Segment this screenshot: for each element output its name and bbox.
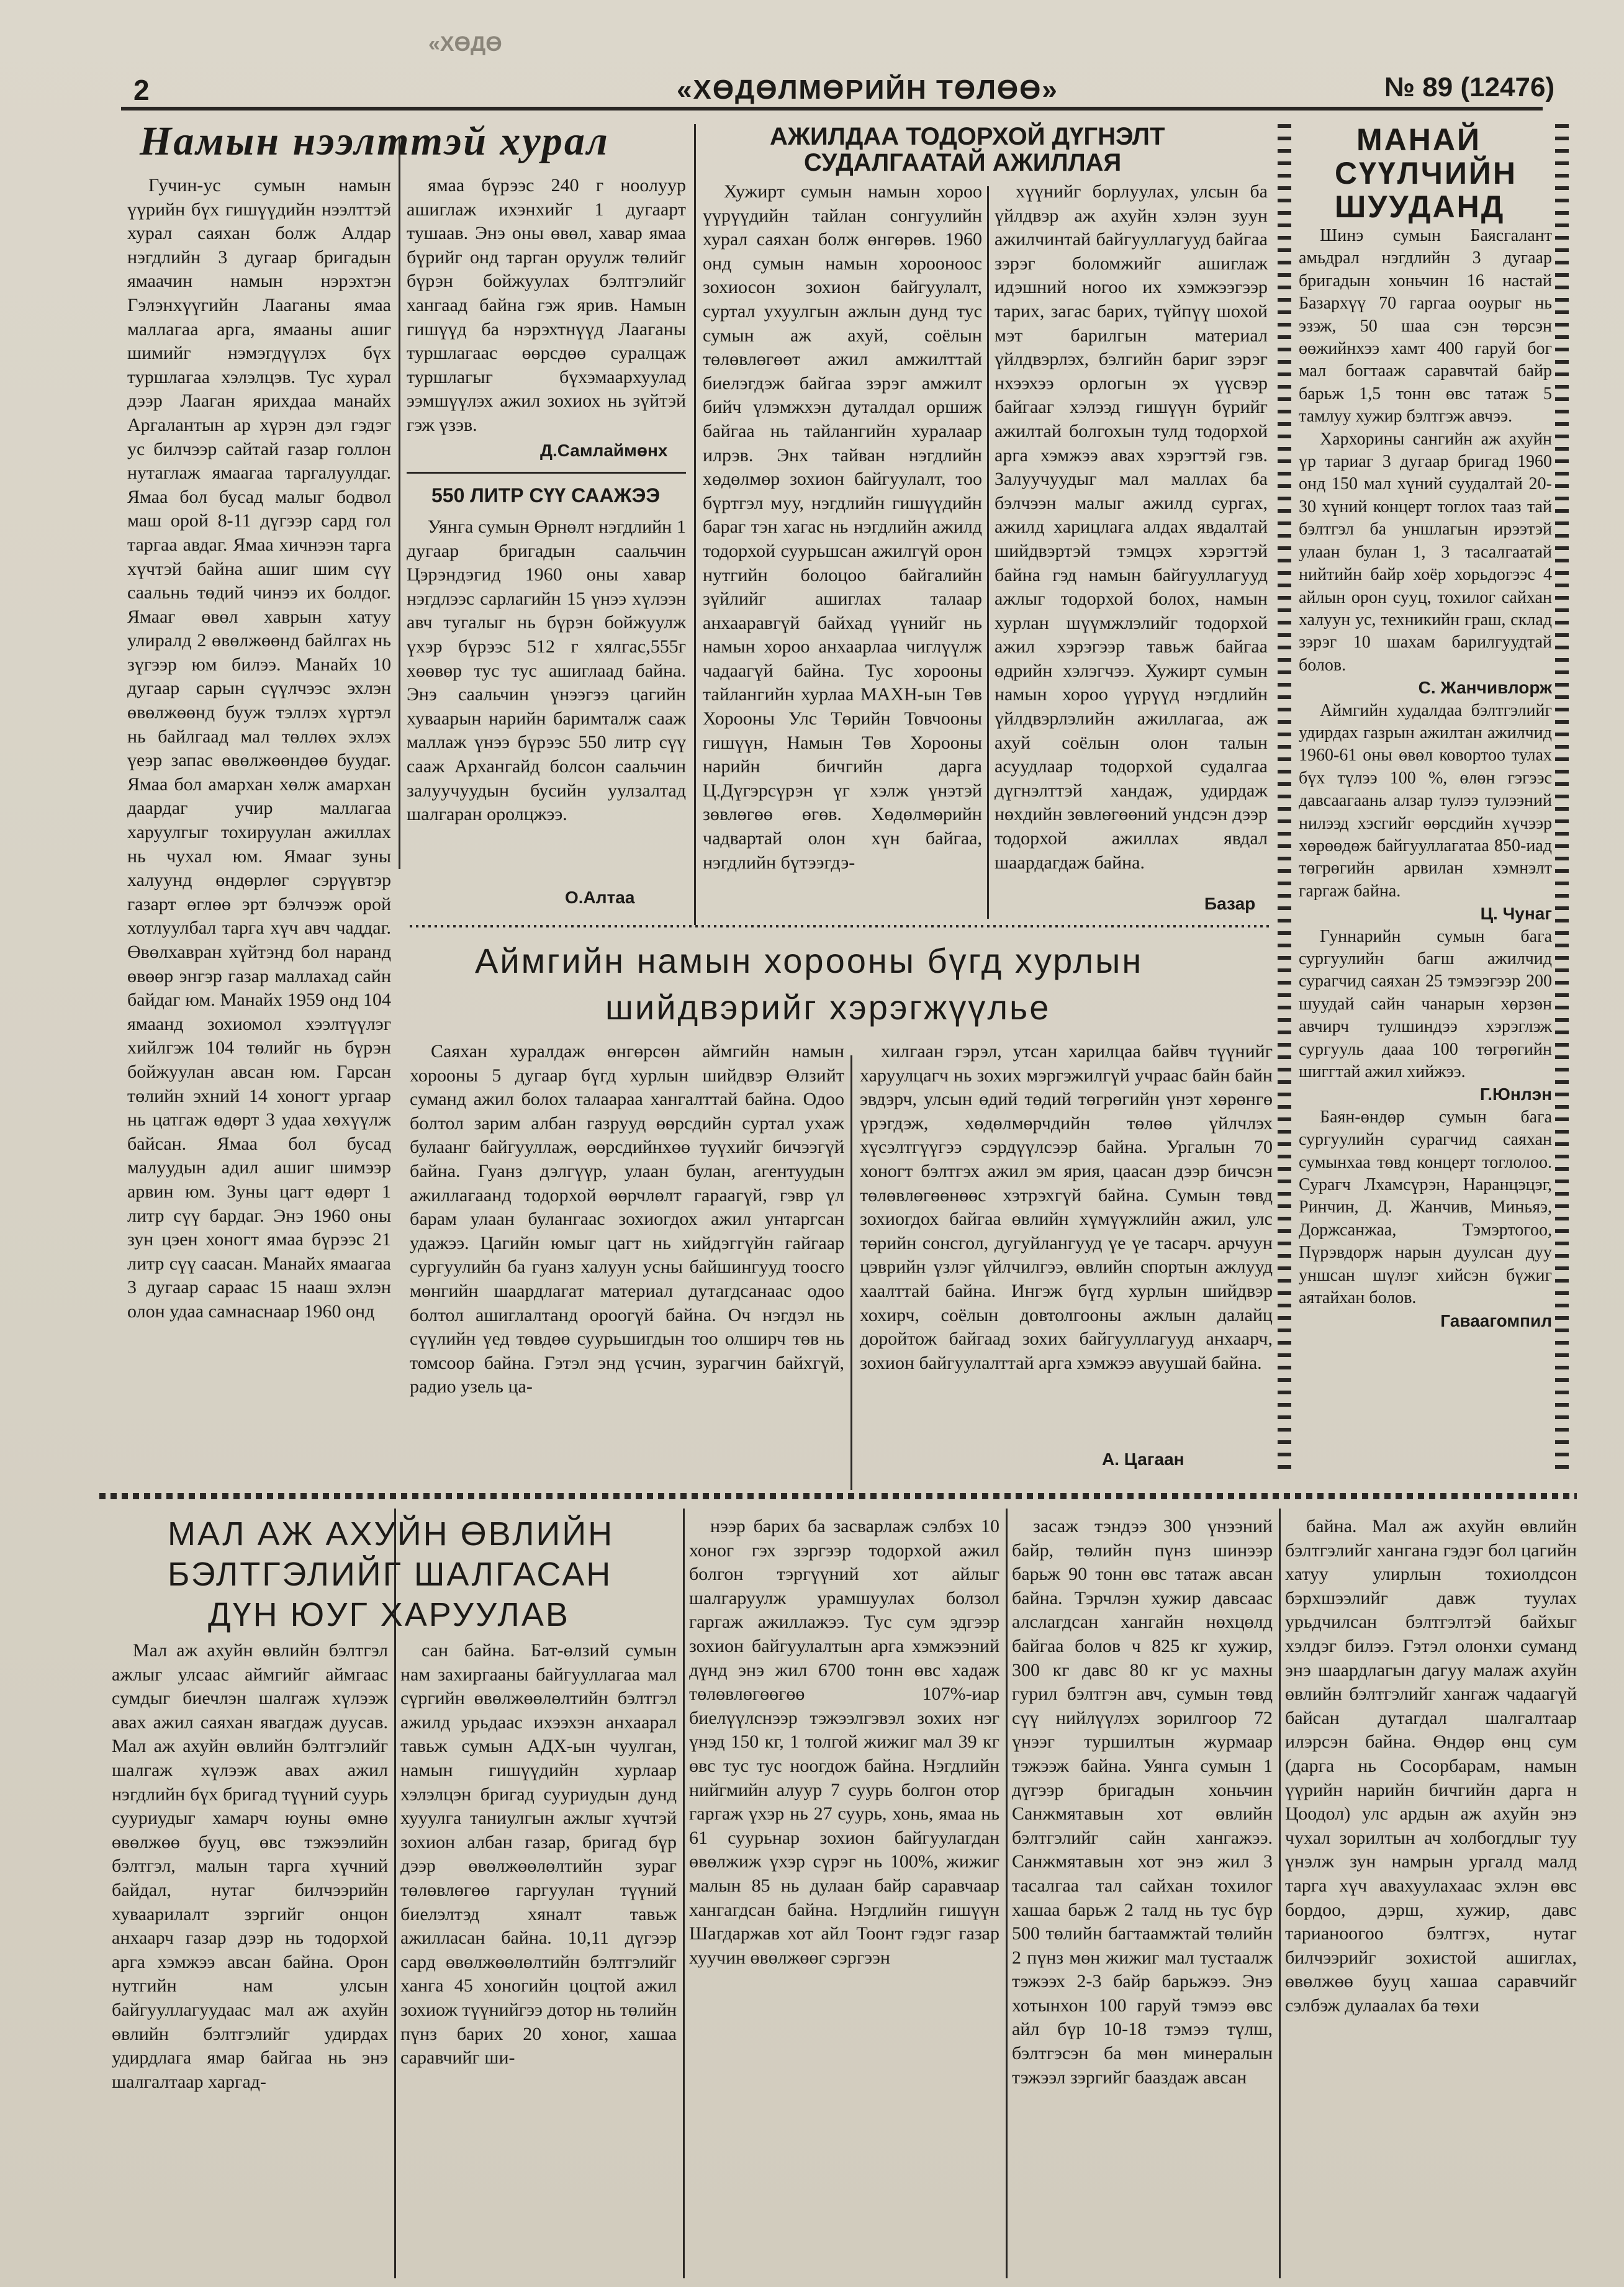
box-border-right [1555,124,1569,1477]
article-4-title-2: СҮҮЛЧИЙН [1335,156,1517,191]
article-6-col-2 [400,1639,677,2278]
article-4-sig-4: Гаваагомпил [1440,1310,1552,1330]
article-3-col-2 [995,180,1268,875]
ghost-masthead: «ХӨДӨ [428,32,502,56]
article-6-col-5-text: байна. Мал аж ахуйн өвлийн бэлтгэлийг хангана гэдэг бол цагийн хатуу улирлын тохиолдсон бэрхшээлийг давж туулах урьдчилсан бэлтгэлтэй байхыг хэлдэг билээ. Гэтэл олонхи суманд энэ шаардлагын дагуу малаж ахуйн өвлийн бэлтгэлийг хангаж чадаагүй байсан дутагдал шалгалтаар илэрсэн байна. Өндөр өнц сум (дарга нь Сосорбарам, намын үүрийн нарийн бичгийн дарга н Цоодол) улс ардын аж ахуйн энэ чухал зорилтын ач холбогдлыг туу үнэлж зун намрын ургалд малд тарга хүч авахуулахаас эхлэн өвс бордоо, дэрш, хужир, давс тарианоогоо бэлтгэх, нутаг билчээрийг зохистой ашиглах, өвөлжөө бууц хашаа саравчийг сэлбэж дулаалах ба төхи [1285,1516,1577,2016]
article-4-title-3: ШУУДАНД [1335,189,1505,224]
article-6-title-2: БЭЛТГЭЛИЙГ ШАЛГАСАН [168,1556,613,1593]
article-3-title-2: СУДАЛГААТАЙ АЖИЛЛАЯ [804,149,1122,176]
article-6-col-1-text: Мал аж ахуйн өвлийн бэлтгэл ажлыг улсаас аймгийг аймгаас сумдыг биечлэн шалгаж хүлээж авах ажил саяхан явагдаж дуусав. Мал аж ахуйн өвлийн бэлтгэлийг шалгаж хүлээж авах ажил нэгдлийн бүх бригад түүний суурь сууриудыг хамарч юуны өмнө өвөлжөө бууц, өвс тэжээлийн бэлтгэл, малын тарга хүчний байдал, нутаг билчээрийн хуваарилалт зэргийг онцон анхаарч газар дээр нь тодорхой арга хэмжээ авсан байна. Орон нутгийн нам улсын байгууллагуудаас мал аж ахуйн өвлийн бэлтгэлийг удирдах удирдлага ямар байгаа нь энэ шалгалтаар харгад- [112,1640,388,2092]
article-4-sig-1: С. Жанчивлорж [1418,678,1552,698]
article-6-col-5 [1285,1515,1577,2278]
col-divider [1006,1509,1008,2278]
article-6-title-3: ДҮН ЮУГ ХАРУУЛАВ [208,1596,570,1633]
article-4-note-2: Хархорины сангийн аж ахуйн үр тариаг 3 дугаар бригад 1960 онд 150 мал хүний суудалтай 20-30 хүний концерт тоглох тааз тай бэлтгэл ба уншлагын ирээтэй улаан булан 1, 3 тасалгаатай нийтийн байр хоёр хорьдогээс 4 айлын орон сууц, тохилог сайхан халуун ус, техникийн граш, склад зэрэг 10 шахам барилгуудтай болов. [1299,429,1552,675]
article-4-note-4: Гуннарийн сумын бага сургуулийн багш ажилчид сурагчид саяхан 25 тэмээгээр 200 шуудай сайн чанарын хөрзөн авчирч тулшиндээ хэрэглэж сургууль дааа 100 төгрөгийн шиггтай ажил хийжээ. [1299,926,1552,1082]
article-2-signature: О.Алтаа [565,888,635,907]
article-3-col-1 [703,180,982,913]
article-6-col-3 [689,1515,999,2278]
article-3-col-1-text: Хужирт сумын намын хороо үүрүүдийн тайлан сонгуулийн хурал саяхан болж өнгөрөв. 1960 онд сумын намын хорооноос зохиосон зохион байгуулалт, суртал ухуулгын ажлын дунд тус сумын аж ахуй, соёлын төлөвлөгөөт ажил амжилттай биелэгдэж байгаа зэрэг амжилт бийч үлэмжхэн дуталдал оршиж байгаа нь тайлангийн хуралаар илрэв. Энх тайван нэгдлийн хөдөлмөр зохион байгуулалт, тоо бүртгэл муу, нэгдлийн гишүүдийн бараг тэн хагас нь нэгдлийн ажилд тодорхой суурьшсан ажилгүй орон нутгийн болоцоо байгалийн зүйлийг ашиглах талаар анхааравгүй байхад үүнийг нь намын хороо анхаарлаа чиглүүлж чадаагүй байна. Тус хорооны тайлангийн хурлаа МАХН-ын Төв Хорооны Улс Төрийн Товчооны гишүүн, Намын Төв Хорооны нарийн бичгийн дарга Ц.Дүгэрсүрэн үг хэлж үнэтэй зөвлөгөө өгөв. Хөдөлмөрийн чадвартай олон хүн байгаа, нэгдлийн бүтээгдэ- [703,181,982,873]
col-divider [850,1055,852,1490]
article-6-col-4-text: засаж тэндээ 300 үнээний байр, төлийн пүнз шинээр барьж 90 тонн өвс татаж авсан байна. Тэрчлэн хужир давсаас алслагдсан хангайн нөхцөлд байгаа болов ч 825 кг хужир, 300 кг давс 80 кг ус махны гурил бэлтгэн авч, сумын төвд сүү нийлүүлэх зорилгоор 72 үнээг туршилтын журмаар тэжээж байна. Уянга сумын 1 дүгээр бригадын хоньчин Санжмятавын хот өвлийн бэлтгэлийг сайн хангажээ. Санжмятавын хот энэ жил 3 тасалгаа тал сайхан тохилог хашаа барьж 2 талд нь тус бүр 500 төлийн багтаамжтай төлийн 2 пүнз мөн жижиг мал тустаалж тэжээх 2-3 байр барьжээ. Энэ хотынхон 100 гаруй тэмээ өвс айл бүр 10-18 тэмээ түлш, бэлтгэсэн ба мөн минералын тэжээл зэргийг бааздаж авсан [1012,1516,1273,2088]
article-5-col-2 [860,1040,1273,1443]
article-1-col-2 [407,174,686,441]
col-divider [987,186,989,919]
article-1-col-1 [127,174,391,1490]
article-1-title: Намын нээлттэй хурал [140,119,610,164]
issue-number: № 89 (12476) [1384,72,1555,102]
article-3-title-1: АЖИЛДАА ТОДОРХОЙ ДҮГНЭЛТ [770,123,1165,150]
article-2-body [407,515,686,875]
article-1-end-rule [407,472,686,474]
section-divider [99,1493,1577,1499]
article-4-sig-2: Ц. Чунаг [1480,904,1552,924]
page-number: 2 [133,74,150,106]
article-2-text: Уянга сумын Өрнөлт нэгдлийн 1 дугаар бригадын саальчин Цэрэндэгид 1960 оны хавар нэгдлээс сарлагийн 15 үнээ хүлээн авч тугалыг нь бүрэн бойжуулж үхэр бүрээс 512 г хялгас,555г хөөвөр тус тус ашиглаад байна. Энэ саальчин үнээгээ цагийн хуваарын нарийн баримталж сааж маллаж үнээ бүрээс 550 литр сүү сааж Архангайд болсон саальчин залуучуудын бусийн уулзалтад шалгаран оролцжээ. [407,516,686,825]
box-border-left [1278,124,1291,1477]
article-3-col-2-text: хүүнийг борлуулах, улсын ба үйлдвэр аж ахуйн хэлэн зуун ажилчинтай байгууллагууд байгаа зэрэг боломжийг ашиглаж идэшний ногоо их хэмжээгээр тарих, загас барих, түйпүү шохой мэт барилгын материал үйлдвэрлэх, бэлгийн бариг зэрэг нхээхээ орлогын эх үүсвэр байгааг хэлээд гишүүн бүрийг ажилтай болгохын тулд тодорхой арга хэмжээ авах хэрэгтэй гэв. Залуучуудыг мал маллах ба бэлчээн малыг ажилд сургах, ажилд харицлага алдах явдалтай шийдвэртэй тэмцэх хэрэгтэй байна гэд намын байгууллагууд ажлыг тодорхой болох, намын хурлан шүүмжлэлийг тодорхой ажил хэрэгээр тавьж байгаа өдрийн хэлэгчээ. Хужирт сумын намын хороо үүрүүд нэгдлийн үйлдвэрлэлийн ажиллагаа, аж ахуй соёлын олон талын асуудлаар тодорхой судалгаа дүгнэлттэй хандаж, удирдаж нөхдийн зөвлөгөөний ундсэн дээр тодорхой ажиллах явдал шаардагдаж байна. [995,181,1268,873]
article-5-title-2: шийдвэрийг хэрэгжүүлье [605,988,1051,1027]
col-divider [399,137,400,869]
article-1-col-1-text: Гучин-ус сумын намын үүрийн бүх гишүүдийн нээлттэй хурал саяхан болж Алдар нэгдлийн 3 дугаар бригадын ямаачин намын нэрэхтэн Гэлэнхүүгийн Лааганы ямаа маллагаа арга, ямааны ашиг шимийг нэмэгдүүлэх бүх туршлагаа хэлэлцэв. Тус хурал дээр Лааган ярихдаа манайх Аргалантын ар хүрэн дэл гэдэг ус билчээр сайтай газар голлон нутаглаж ямаагаа таргалуулдаг. Ямаа бол бусад малыг бодвол маш орой 8-11 дүгээр сард гол таргаа авдаг. Ямаа хичнээн тарга хүчтэй байна ашиг шим сүү саальнь төдий чинээ их болдог. Ямааг өвөл хаврын хатуу улиралд 2 өвөлжөөнд байлгах нь зүгээр юм билээ. Манайх 10 дугаар сарын сүүлчээс эхлэн өвөлжөөнд бууж тэллэх хүртэл нь байлгаад мал төллөх эхлэх үеэр запас өвөлжөөндөө буудаг. Ямаа бол амархан хөлж амархан даардаг учир маллагаа харуулгыг тохируулан ажиллах нь чухал юм. Ямааг зуны халуунд өндөрлөг сэрүүвтэр газарт өглөө эрт бэлчээж орой хотлуулбал тарга хүч авч чаддаг. Өвөлхавран хүйтэнд бол наранд өвөөр энгэр газар маллахад сайн байдаг юм. Манайх 1959 онд 104 ямаанд зохиомол хээлтүүлэг хийлгэж 104 төлийг нь бүрэн бойжуулан авсан юм. Гарсан төлийн эхний 14 хоногт ургаар нь цатгаж өдөрт 3 удаа хөхүүлж байсан. Ямаа бол бусад малуудын адил ашиг шимээр арвин юм. Зуны цагт өдөрт 1 литр сүү бардаг. Энэ 1960 оны зун цэен хоногт ямаа бүрээс 21 литр сүү саасан. Манайх ямаагаа 3 дугаар сараас 15 нааш эхлэн олон удаа самнаснаар 1960 онд [127,175,391,1322]
article-6-col-1 [112,1639,388,2278]
article-5-top-rule [410,925,1273,927]
article-5-col-1-text: Саяхан хуралдаж өнгөрсөн аймгийн намын хорооны 5 дугаар бүгд хурлын шийдвэр Өлзийт суманд ажил болох талаараа хангалттай байна. Одоо болтол зарим албан газрууд өөрсдийн суртал ухаж булаанг байгууллаж, өөрсдийнхөө туүхийг бичээгүй байна. Гуанз дэлгүүр, улаан булан, агентуудын ажиллагаанд тодорхой өөрчлөлт гараагүй, гэвр үл барам улаан булангаас зохиогдох ажил унтаргсан удажээ. Цагийн юмыг цагт нь хийдэггүйн гайгаар сургуулийн ба гуанз халуун усны байшингууд тоосго мөнгийн шаардлагат материал дутагдсанаас одоо болтол ашиглалтанд ороогүй байна. Оч нэгдэл нь сүүлийн үед төвдөө суурьшигдын тоо олширч төв нь томсоор байна. Гэтэл энд үсчин, зурагчин байхгүй, радио узель ца- [410,1041,844,1397]
article-1-col-2-text: ямаа бүрээс 240 г ноолуур ашиглаж ихэнхийг 1 дугаарт тушаав. Энэ оны өвөл, хавар ямаа бүрийг онд тарган оруулж төлийг бүрэн бойжуулах бэлтгэлийг хангаад байна гэж ярив. Намын гишүүд ба нэрэхтнүүд Лааганы туршлагаас өөрсдөө суралцаж туршлагыг бүхэмаархуулад ээмшүүлэх ажил зохиох нь зүйтэй гэж үзэв. [407,175,686,435]
article-5-title-1: Аймгийн намын хорооны бүгд хурлын [475,941,1144,980]
article-5-col-2-text: хилгаан гэрэл, утсан харилцаа байвч түүнийг харуулцагч нь зохих мэргэжилгүй учраас байн байн эвдэрч, улсын өдий төдий төгрөгийн үнэт хөрөнгө үрэгдэж, хөдөлмөрчдийн төлөө үйлчлэх хүсэлтгүүгээ сэрдүүлсээр байна. Ургалын 70 хоногт бэлтгэх ажил эм ярия, цаасан дээр бичсэн төлөвлөгөөнөөс хэтрэхгүй байна. Сумын төвд зохиогдох байгаа өвлийн хүмүүжлийн ажил, улс төрийн сонсгол, дугуйлангууд үе үе тасарч. арчуун цэврийн үзлэг үйлчилгээ, өвлийн спортын ажлууд хаалттай байна. Ингэж бүгд хурлын шийдвэр хохирч, соёлын довтолгооны ажлын далайц доройтож байгаад зохих байгууллагууд анхаарч, зохион байгуулалттай арга хэмжээ авуушай байна. [860,1041,1273,1373]
masthead-title: «ХӨДӨЛМӨРИЙН ТӨЛӨӨ» [677,74,1058,105]
article-4-sig-3: Г.Юнлэн [1479,1085,1552,1104]
col-divider [694,124,696,925]
article-3-signature: Базар [1204,894,1256,913]
article-5-signature: А. Цагаан [1102,1450,1184,1469]
article-4-title-1: МАНАЙ [1356,122,1481,157]
article-4-note-5: Баян-өндөр сумын бага сургуулийн сурагчид саяхан сумынхаа төвд концерт тоглолоо. Сурагч Лхамсүрэн, Наранцэцэг, Ринчин, Д. Жанчив, Миньяэ, Доржсанжаа, Тэмэртогоо, Пүрэвдорж нарын дуулсан дуу уншсан шүлэг хийсэн бүжиг аятайхан болов. [1299,1107,1552,1308]
article-6-title-1: МАЛ АЖ АХУЙН ӨВЛИЙН [168,1515,615,1553]
article-1-signature: Д.Самлаймөнх [540,441,668,460]
article-5-col-1 [410,1040,844,1474]
article-2-title: 550 ЛИТР СҮҮ СААЖЭЭ [431,484,661,507]
masthead-rule [121,107,1543,111]
article-4-body [1299,225,1552,1466]
col-divider [683,1509,685,2278]
article-6-col-2-text: сан байна. Бат-өлзий сумын нам захиргааны байгууллагаа мал сүргийн өвөлжөөлөлтийн бэлтгэл ажилд урьдаас ихээхэн анхаарал тавьж сумын АДХ-ын чуулган, намын гишүүдийн хурлаар хэлэлцэн бригад сууриудын дунд хууулга таниулгын ажлыг хүчтэй зохион албан газар, бригад бүр дээр өвөлжөөлөлтийн зураг төлөвлөгөө гаргуулан түүний биелэлтэд хяналт тавьж ажилласан байна. 10,11 дүгээр сард өвөлжөөлөлтийн бэлтгэлийг ханга 45 хоногийн цоцтой ажил зохиож түүнийгээ дотор нь төлийн пүнз барих 20 хоног, хашаа саравчийг ши- [400,1640,677,2068]
article-4-note-1: Шинэ сумын Баясгалант амьдрал нэгдлийн 3 дугаар бригадын хоньчин 16 настай Базархүү 70 гаргаа ооурыг нь эзэж, 50 шаа сэн төрсэн өөжийнхээ хамт 400 гаруй бог мал богтааж саравчтай байр барьж 1,5 тонн өвс татаж 5 тамлуу хужир бэлтгэж авчээ. [1299,226,1552,426]
article-4-note-3: Аймгийн худалдаа бэлтгэлийг удирдах газрын ажилтан ажилчид 1960-61 оны өвөл ковортоо тулах бүх түлээ 100 %, өлөн гэгээс давсаагаань алзар тулээ тулээний нилээд хэсгийг өөрсдийн хүчээр хөрөөдөж байгууллагатаа 850-иад төгрөгийн арвилан хэмнэлт гаргаж байна. [1299,700,1552,901]
col-divider [1279,1509,1281,2278]
article-6-col-4 [1012,1515,1273,2278]
article-6-col-3-text: нээр барих ба засварлаж сэлбэх 10 хоног гэх зэргээр тодорхой ажил болгон тэргүүний хот айлыг шалгаруулж урамшуулах болзол гаргаж ажиллажээ. Тус сум эдгээр зохион байгуулалтын арга хэмжээний дүнд энэ жил 6700 тонн өвс хадаж төлөвлөгөөгөө 107%-иар биелүүлснээр тэжээлгэвэл зохих нэг үнэд 150 кг, 1 толгой жижиг мал 39 кг өвс тус тус ноогдож байна. Нэгдлийн нийгмийн алуур 7 суурь болгон отор гаргаж үхэр нь 27 суурь, хонь, ямаа нь 61 суурьнар зохион байгуулагдан өвөлжиж үхэр сүрэг нь 100%, жижиг малын 85 нь дулаан байр саравчаар хангагдсан байна. Нэгдлийн гишүүн Шагдаржав хот айл Тоонт гэдэг газар хуучин өвөлжөөг сэргээн [689,1516,999,1968]
